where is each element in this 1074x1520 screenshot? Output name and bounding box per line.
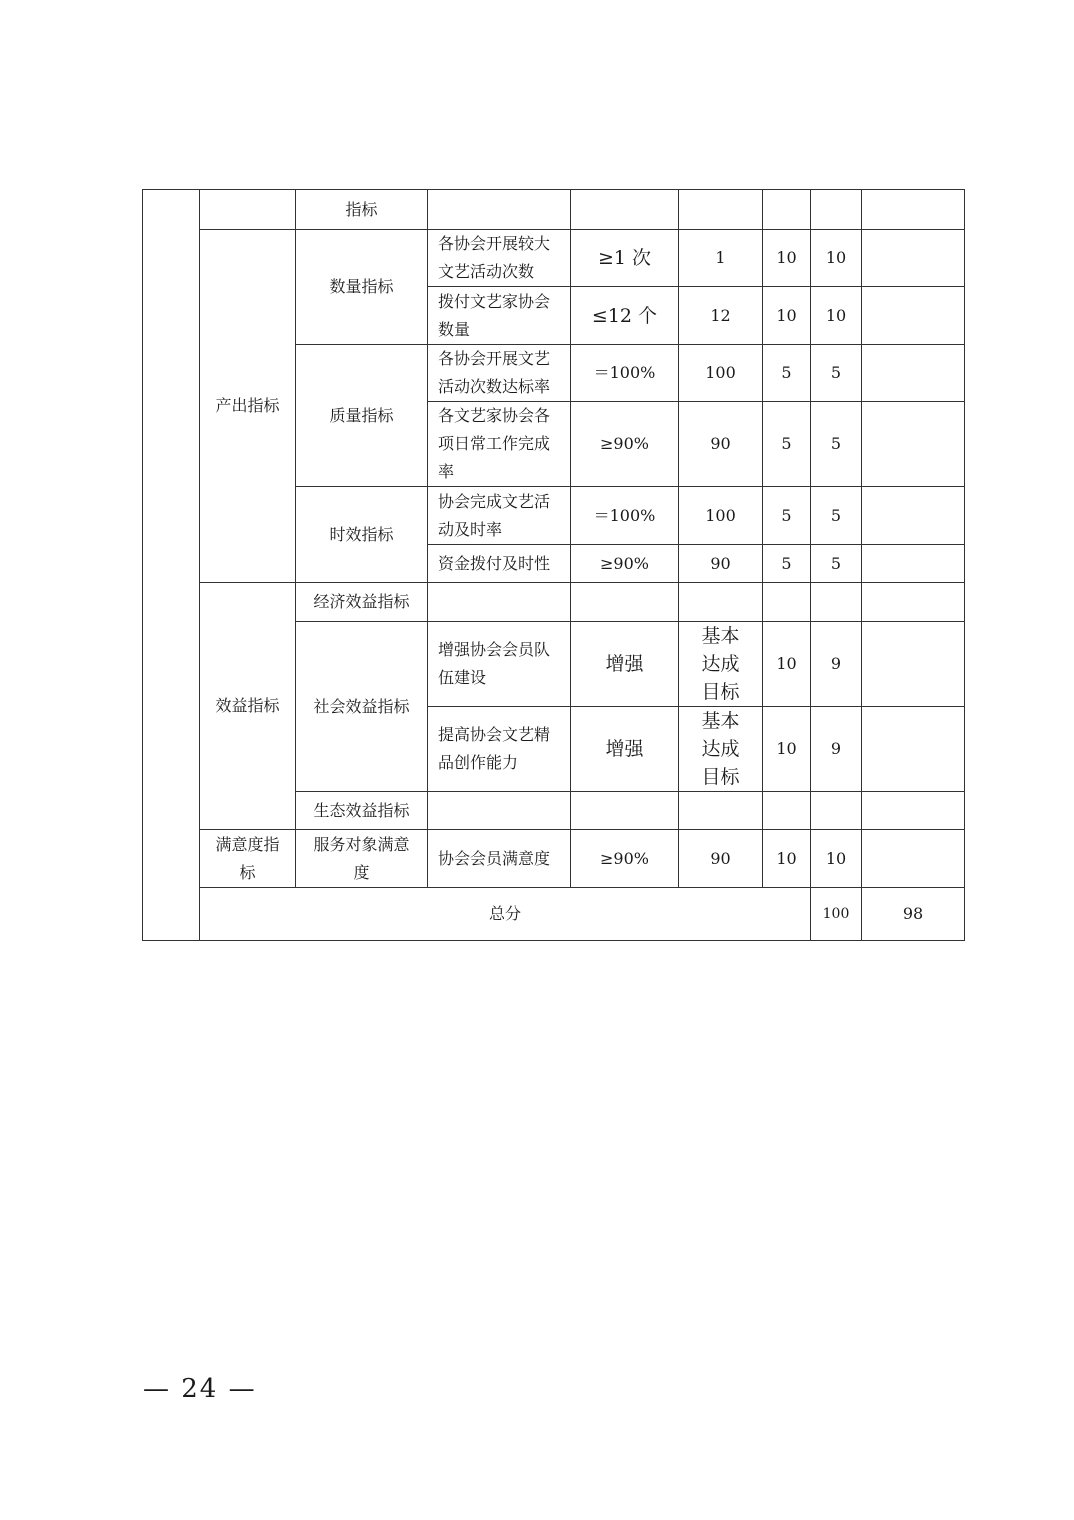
weight-value: 10: [763, 230, 811, 287]
actual-value: 12: [679, 287, 763, 345]
score-value: 10: [811, 230, 862, 287]
empty-cell: [763, 792, 811, 830]
target-value: ≥1 次: [571, 230, 679, 287]
total-weight: 100: [811, 888, 862, 941]
remark-cell: [862, 230, 965, 287]
score-value: 5: [811, 487, 862, 545]
actual-value: 基本达成目标: [679, 622, 763, 707]
indicator-name: 拨付文艺家协会数量: [428, 287, 571, 345]
quantity-indicator-label: 数量指标: [296, 230, 428, 345]
target-value: 增强: [571, 622, 679, 707]
empty-cell: [811, 792, 862, 830]
table-row: [143, 230, 965, 287]
output-indicator-label: 产出指标: [200, 230, 296, 583]
social-indicator-label: 社会效益指标: [296, 622, 428, 792]
actual-value: 90: [679, 830, 763, 888]
remark-cell: [862, 345, 965, 402]
remark-cell: [862, 707, 965, 792]
remark-cell: [862, 583, 965, 622]
indicator-name: 各协会开展较大文艺活动次数: [428, 230, 571, 287]
empty-cell: [428, 190, 571, 230]
empty-cell: [428, 583, 571, 622]
weight-value: 10: [763, 707, 811, 792]
table-row: [143, 583, 965, 622]
remark-cell: [862, 622, 965, 707]
performance-table: [142, 189, 965, 941]
actual-value: 100: [679, 345, 763, 402]
empty-cell: [811, 190, 862, 230]
weight-value: 10: [763, 622, 811, 707]
remark-cell: [862, 830, 965, 888]
actual-value: 90: [679, 545, 763, 583]
remark-cell: [862, 792, 965, 830]
weight-value: 5: [763, 545, 811, 583]
empty-cell: [428, 792, 571, 830]
economic-indicator-label: 经济效益指标: [296, 583, 428, 622]
page-number: — 24 —: [143, 1374, 257, 1404]
weight-value: 5: [763, 345, 811, 402]
score-value: 9: [811, 707, 862, 792]
weight-value: 10: [763, 830, 811, 888]
weight-value: 5: [763, 402, 811, 487]
total-row: [143, 888, 965, 941]
empty-cell: [811, 583, 862, 622]
score-value: 5: [811, 545, 862, 583]
target-value: 增强: [571, 707, 679, 792]
score-value: 10: [811, 287, 862, 345]
indicator-name: 协会完成文艺活动及时率: [428, 487, 571, 545]
empty-cell: [200, 190, 296, 230]
weight-value: 5: [763, 487, 811, 545]
remark-cell: [862, 487, 965, 545]
score-value: 10: [811, 830, 862, 888]
table-row: [143, 190, 965, 230]
actual-value: 1: [679, 230, 763, 287]
target-value: ≥90%: [571, 830, 679, 888]
empty-cell: [862, 190, 965, 230]
indicator-name: 增强协会会员队伍建设: [428, 622, 571, 707]
actual-value: 基本达成目标: [679, 707, 763, 792]
satisfaction-indicator-label: 满意度指标: [200, 830, 296, 888]
remark-cell: [862, 545, 965, 583]
empty-cell: [679, 583, 763, 622]
indicator-name: 各文艺家协会各项日常工作完成率: [428, 402, 571, 487]
score-value: 5: [811, 345, 862, 402]
service-satisfaction-label: 服务对象满意度: [296, 830, 428, 888]
score-value: 5: [811, 402, 862, 487]
empty-cell: [763, 583, 811, 622]
empty-cell: [679, 190, 763, 230]
indicator-name: 资金拨付及时性: [428, 545, 571, 583]
empty-cell: [679, 792, 763, 830]
remark-cell: [862, 287, 965, 345]
actual-value: 100: [679, 487, 763, 545]
empty-cell: [571, 792, 679, 830]
primary-empty-cell: [143, 190, 200, 941]
weight-value: 10: [763, 287, 811, 345]
remark-cell: [862, 402, 965, 487]
benefit-indicator-label: 效益指标: [200, 583, 296, 830]
indicator-name: 提高协会文艺精品创作能力: [428, 707, 571, 792]
total-label: 总分: [200, 888, 811, 941]
target-value: ≤12 个: [571, 287, 679, 345]
indicator-name: 协会会员满意度: [428, 830, 571, 888]
ecological-indicator-label: 生态效益指标: [296, 792, 428, 830]
total-score: 98: [862, 888, 965, 941]
target-value: ＝100%: [571, 345, 679, 402]
empty-cell: [571, 583, 679, 622]
tertiary-label: 指标: [296, 190, 428, 230]
quality-indicator-label: 质量指标: [296, 345, 428, 487]
empty-cell: [571, 190, 679, 230]
target-value: ≥90%: [571, 545, 679, 583]
table-row: [143, 830, 965, 888]
score-value: 9: [811, 622, 862, 707]
empty-cell: [763, 190, 811, 230]
indicator-name: 各协会开展文艺活动次数达标率: [428, 345, 571, 402]
timeliness-indicator-label: 时效指标: [296, 487, 428, 583]
actual-value: 90: [679, 402, 763, 487]
target-value: ＝100%: [571, 487, 679, 545]
target-value: ≥90%: [571, 402, 679, 487]
